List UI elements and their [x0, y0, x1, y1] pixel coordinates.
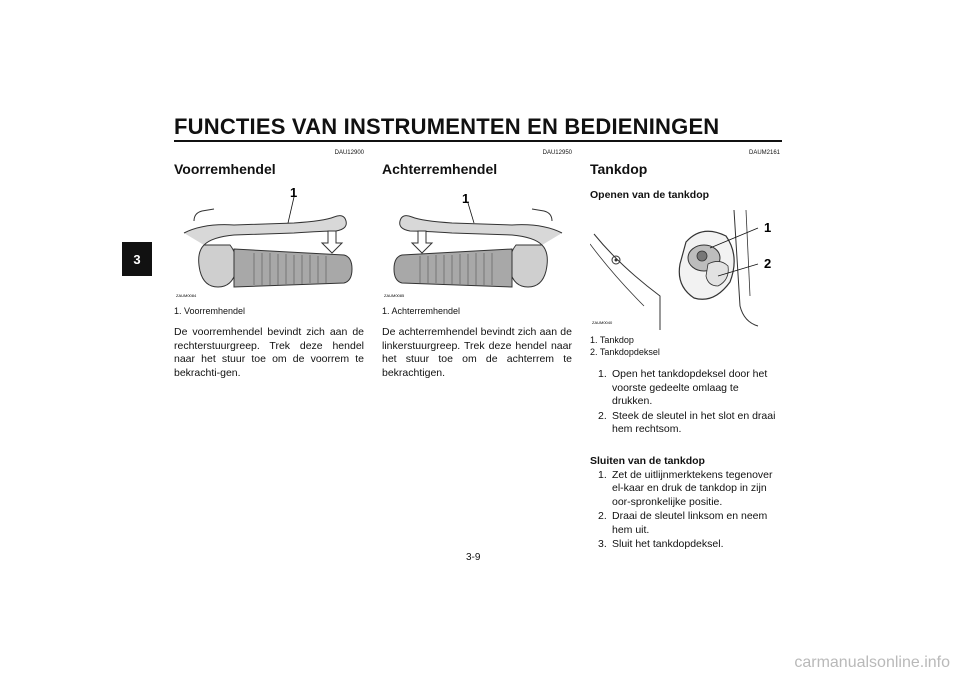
list-item: 2. Steek de sleutel in het slot en draai hem rechtsom. [598, 409, 776, 435]
section-rear-brake [382, 150, 572, 391]
figure-code: ZAUM0084 [176, 293, 197, 298]
watermark: carmanualsonline.info [794, 654, 950, 671]
fuel-cap-illustration [590, 206, 780, 330]
section-heading: Voorremhendel [174, 161, 276, 177]
figure-caption: 1. Achterremhendel [382, 306, 461, 316]
callout-1: 1 [462, 191, 470, 206]
title-rule [174, 140, 782, 142]
section-body: De achterremhendel bevindt zich aan de linkerstuurgreep. Trek deze hendel naar het stuur toe om de achterrem te bekrachtigen. [382, 326, 572, 379]
figure-caption: 1. Tankdop [590, 335, 634, 345]
subheading-open: Openen van de tankdop [590, 189, 710, 201]
callout-1: 1 [764, 220, 772, 235]
open-steps-list [590, 368, 780, 437]
fuel-cap-figure [590, 206, 780, 330]
section-code: DAUM2161 [748, 150, 780, 156]
page-number: 3-9 [466, 552, 481, 563]
subheading-close: Sluiten van de tankdop [590, 454, 705, 467]
section-body: De voorremhendel bevindt zich aan de rechterstuurgreep. Trek deze hendel naar het stuur toe om de voorrem te bekrachti-gen. [174, 326, 364, 379]
rear-brake-lever-illustration [382, 183, 572, 299]
figure-caption: 2. Tankdopdeksel [590, 347, 660, 357]
figure-caption: 1. Voorremhendel [174, 306, 246, 316]
front-brake-figure [174, 183, 364, 299]
list-item: 1. Open het tankdopdeksel door het voorste gedeelte omlaag te drukken. [598, 368, 768, 407]
list-item: 3. Sluit het tankdopdeksel. [598, 538, 724, 550]
list-item: 1. Zet de uitlijnmerktekens tegenover el-kaar en druk de tankdop in zijn oor-spronkelijke positie. [598, 468, 773, 508]
close-steps-list [590, 469, 780, 552]
page-title: FUNCTIES VAN INSTRUMENTEN EN BEDIENINGEN [174, 114, 720, 139]
section-heading: Tankdop [590, 161, 648, 177]
rear-brake-figure [382, 183, 572, 299]
section-front-brake [174, 150, 364, 391]
callout-1: 1 [290, 185, 298, 200]
section-heading: Achterremhendel [382, 161, 498, 177]
callout-2: 2 [764, 256, 772, 271]
chapter-tab: 3 [122, 242, 152, 276]
section-fuel-cap [590, 150, 780, 553]
section-code: DAU12950 [542, 150, 572, 156]
section-code: DAU12900 [334, 150, 364, 156]
front-brake-lever-illustration [174, 183, 364, 299]
figure-code: ZAUM0040 [592, 320, 613, 325]
figure-code: ZAUM0085 [384, 293, 405, 298]
list-item: 2. Draai de sleutel linksom en neem hem uit. [598, 510, 768, 536]
